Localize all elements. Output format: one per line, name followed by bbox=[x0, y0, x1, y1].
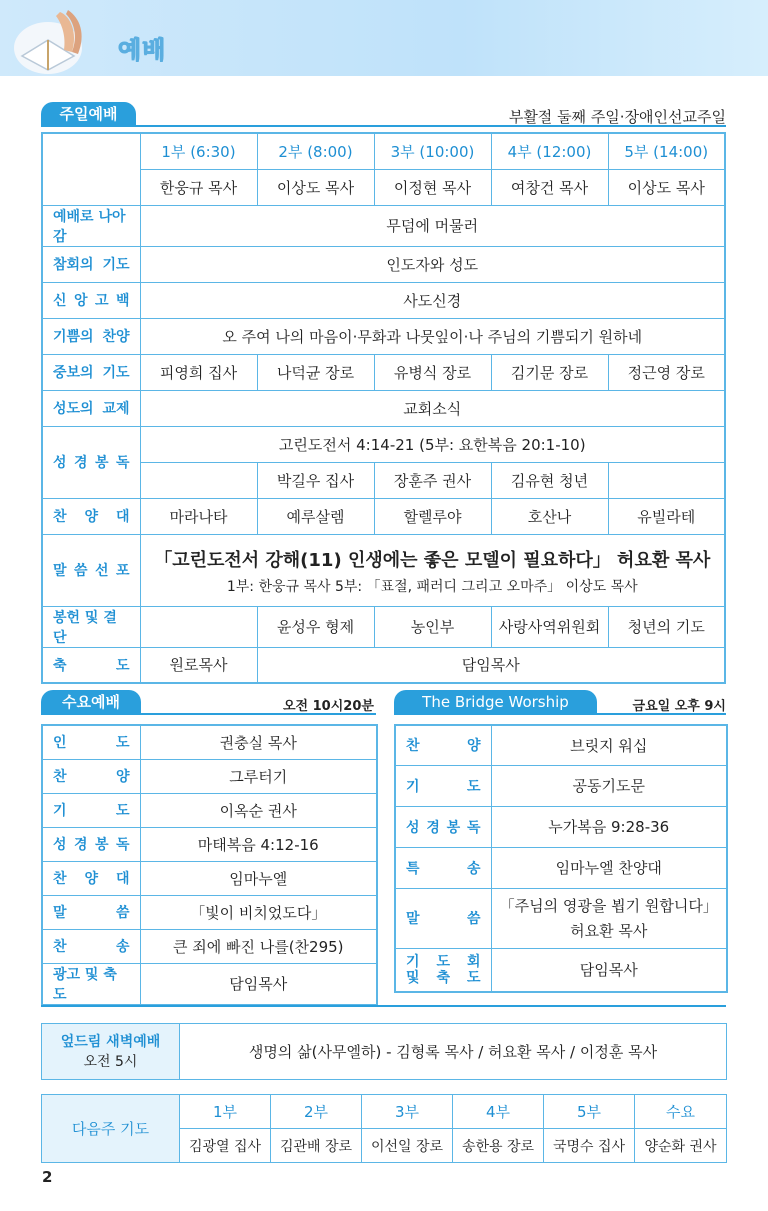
reader-3: 장훈주 권사 bbox=[374, 462, 491, 498]
nw-name-6: 양순화 권사 bbox=[635, 1129, 727, 1163]
wed-label-0: 인 도 bbox=[42, 725, 140, 759]
next-week-label: 다음주 기도 bbox=[42, 1095, 180, 1163]
offering-5: 청년의 기도 bbox=[608, 606, 725, 647]
wed-label-3: 성 경 봉 독 bbox=[42, 827, 140, 861]
dawn-worship-table bbox=[41, 1023, 727, 1080]
sermon-label: 말 씀 선 포 bbox=[42, 534, 140, 606]
approach-label: 예배로 나아감 bbox=[42, 205, 140, 246]
page-number: 2 bbox=[42, 1168, 53, 1186]
wed-value-6: 큰 죄에 빠진 나를(찬295) bbox=[140, 929, 377, 963]
sunday-worship-tab: 주일예배 bbox=[41, 102, 136, 126]
bridge-label-5 bbox=[395, 948, 491, 992]
service-1-leader: 한웅규 목사 bbox=[140, 169, 257, 205]
service-2-header: 2부 (8:00) bbox=[257, 133, 374, 169]
reader-4: 김유현 청년 bbox=[491, 462, 608, 498]
offering-2: 윤성우 형제 bbox=[257, 606, 374, 647]
reader-1 bbox=[140, 462, 257, 498]
bridge-label-5a: 기 도 회 bbox=[406, 953, 481, 970]
service-4-leader: 여창건 목사 bbox=[491, 169, 608, 205]
corner-cell bbox=[42, 133, 140, 205]
fellowship-label: 성도의 교제 bbox=[42, 390, 140, 426]
choir-3: 할렐루야 bbox=[374, 498, 491, 534]
section-divider bbox=[41, 1005, 726, 1007]
wednesday-worship-table bbox=[41, 724, 378, 1006]
reading-passage: 고린도전서 4:14-21 (5부: 요한복음 20:1-10) bbox=[140, 426, 725, 462]
bridge-label-5b: 및 축 도 bbox=[406, 969, 481, 986]
sunday-worship-table bbox=[41, 132, 726, 684]
bridge-worship-table bbox=[394, 724, 728, 993]
nw-header-4: 4부 bbox=[453, 1095, 544, 1129]
nw-header-3: 3부 bbox=[362, 1095, 453, 1129]
choir-5: 유빌라테 bbox=[608, 498, 725, 534]
nw-header-6: 수요 bbox=[635, 1095, 727, 1129]
wed-label-4: 찬 양 대 bbox=[42, 861, 140, 895]
service-1-header: 1부 (6:30) bbox=[140, 133, 257, 169]
choir-2: 예루살렘 bbox=[257, 498, 374, 534]
page-header bbox=[0, 0, 768, 76]
praying-hands-bible-icon bbox=[8, 6, 108, 76]
nw-header-1: 1부 bbox=[180, 1095, 271, 1129]
creed-label: 신 앙 고 백 bbox=[42, 282, 140, 318]
wed-value-2: 이옥순 권사 bbox=[140, 793, 377, 827]
nw-name-3: 이선일 장로 bbox=[362, 1129, 453, 1163]
bridge-sermon-preacher: 허요환 목사 bbox=[570, 922, 648, 940]
wed-value-7: 담임목사 bbox=[140, 963, 377, 1005]
praise-label: 기쁨의 찬양 bbox=[42, 318, 140, 354]
bridge-value-4 bbox=[491, 888, 727, 948]
bridge-value-5: 담임목사 bbox=[491, 948, 727, 992]
wed-label-1: 찬 양 bbox=[42, 759, 140, 793]
bridge-label-2: 성 경 봉 독 bbox=[395, 806, 491, 847]
bridge-worship-tab: The Bridge Worship bbox=[394, 690, 597, 714]
nw-name-2: 김관배 장로 bbox=[271, 1129, 362, 1163]
blessing-label: 축 도 bbox=[42, 647, 140, 683]
intercession-3: 유병식 장로 bbox=[374, 354, 491, 390]
wed-value-1: 그루터기 bbox=[140, 759, 377, 793]
confession-label: 참회의 기도 bbox=[42, 246, 140, 282]
blessing-rest: 담임목사 bbox=[257, 647, 725, 683]
bridge-label-0: 찬 양 bbox=[395, 725, 491, 765]
sermon-sub: 1부: 한웅규 목사 5부: 「표절, 패러디 그리고 오마주」 이상도 목사 bbox=[226, 579, 638, 595]
offering-4: 사랑사역위원회 bbox=[491, 606, 608, 647]
sunday-note: 부활절 둘째 주일·장애인선교주일 bbox=[508, 108, 726, 126]
service-4-header: 4부 (12:00) bbox=[491, 133, 608, 169]
wed-value-0: 권충실 목사 bbox=[140, 725, 377, 759]
nw-name-5: 국명수 집사 bbox=[544, 1129, 635, 1163]
intercession-5: 정근영 장로 bbox=[608, 354, 725, 390]
confession-value: 인도자와 성도 bbox=[140, 246, 725, 282]
offering-label: 봉헌 및 결단 bbox=[42, 606, 140, 647]
wed-value-5: 「빛이 비치었도다」 bbox=[140, 895, 377, 929]
bridge-label-3: 특 송 bbox=[395, 847, 491, 888]
dawn-label-cell bbox=[42, 1024, 180, 1080]
wed-label-2: 기 도 bbox=[42, 793, 140, 827]
bridge-sermon-title: 「주님의 영광을 뵙기 원합니다」 bbox=[499, 897, 718, 915]
sermon-cell bbox=[140, 534, 725, 606]
bridge-label-1: 기 도 bbox=[395, 765, 491, 806]
dawn-value: 생명의 삶(사무엘하) - 김형록 목사 / 허요환 목사 / 이정훈 목사 bbox=[180, 1024, 727, 1080]
bridge-value-3: 임마누엘 찬양대 bbox=[491, 847, 727, 888]
nw-header-2: 2부 bbox=[271, 1095, 362, 1129]
intercession-2: 나덕균 장로 bbox=[257, 354, 374, 390]
service-5-header: 5부 (14:00) bbox=[608, 133, 725, 169]
dawn-label: 엎드림 새벽예배 bbox=[60, 1033, 161, 1050]
service-3-leader: 이정현 목사 bbox=[374, 169, 491, 205]
service-2-leader: 이상도 목사 bbox=[257, 169, 374, 205]
wed-label-7: 광고 및 축도 bbox=[42, 963, 140, 1005]
offering-1 bbox=[140, 606, 257, 647]
approach-value: 무덤에 머물러 bbox=[140, 205, 725, 246]
fellowship-value: 교회소식 bbox=[140, 390, 725, 426]
dawn-time: 오전 5시 bbox=[83, 1053, 138, 1070]
praise-value: 오 주여 나의 마음이·무화과 나뭇잎이·나 주님의 기쁨되기 원하네 bbox=[140, 318, 725, 354]
creed-value: 사도신경 bbox=[140, 282, 725, 318]
wed-value-4: 임마누엘 bbox=[140, 861, 377, 895]
service-5-leader: 이상도 목사 bbox=[608, 169, 725, 205]
wed-label-5: 말 씀 bbox=[42, 895, 140, 929]
choir-1: 마라나타 bbox=[140, 498, 257, 534]
nw-header-5: 5부 bbox=[544, 1095, 635, 1129]
choir-4: 호산나 bbox=[491, 498, 608, 534]
service-3-header: 3부 (10:00) bbox=[374, 133, 491, 169]
bridge-label-4: 말 씀 bbox=[395, 888, 491, 948]
page-title: 예배 bbox=[118, 36, 167, 64]
offering-3: 농인부 bbox=[374, 606, 491, 647]
intercession-label: 중보의 기도 bbox=[42, 354, 140, 390]
choir-label: 찬 양 대 bbox=[42, 498, 140, 534]
wednesday-worship-tab: 수요예배 bbox=[41, 690, 141, 714]
wed-value-3: 마태복음 4:12-16 bbox=[140, 827, 377, 861]
bridge-value-0: 브릿지 워십 bbox=[491, 725, 727, 765]
bridge-value-2: 누가복음 9:28-36 bbox=[491, 806, 727, 847]
intercession-4: 김기문 장로 bbox=[491, 354, 608, 390]
sermon-title: 「고린도전서 강해(11) 인생에는 좋은 모델이 필요하다」 허요환 목사 bbox=[154, 550, 711, 571]
bridge-value-1: 공동기도문 bbox=[491, 765, 727, 806]
wednesday-note: 오전 10시20분 bbox=[283, 699, 374, 714]
intercession-1: 피영희 집사 bbox=[140, 354, 257, 390]
wed-label-6: 찬 송 bbox=[42, 929, 140, 963]
next-week-prayer-table bbox=[41, 1094, 727, 1163]
nw-name-4: 송한용 장로 bbox=[453, 1129, 544, 1163]
reader-2: 박길우 집사 bbox=[257, 462, 374, 498]
nw-name-1: 김광열 집사 bbox=[180, 1129, 271, 1163]
bridge-note: 금요일 오후 9시 bbox=[632, 699, 726, 714]
reading-label: 성 경 봉 독 bbox=[42, 426, 140, 498]
reader-5 bbox=[608, 462, 725, 498]
blessing-first: 원로목사 bbox=[140, 647, 257, 683]
